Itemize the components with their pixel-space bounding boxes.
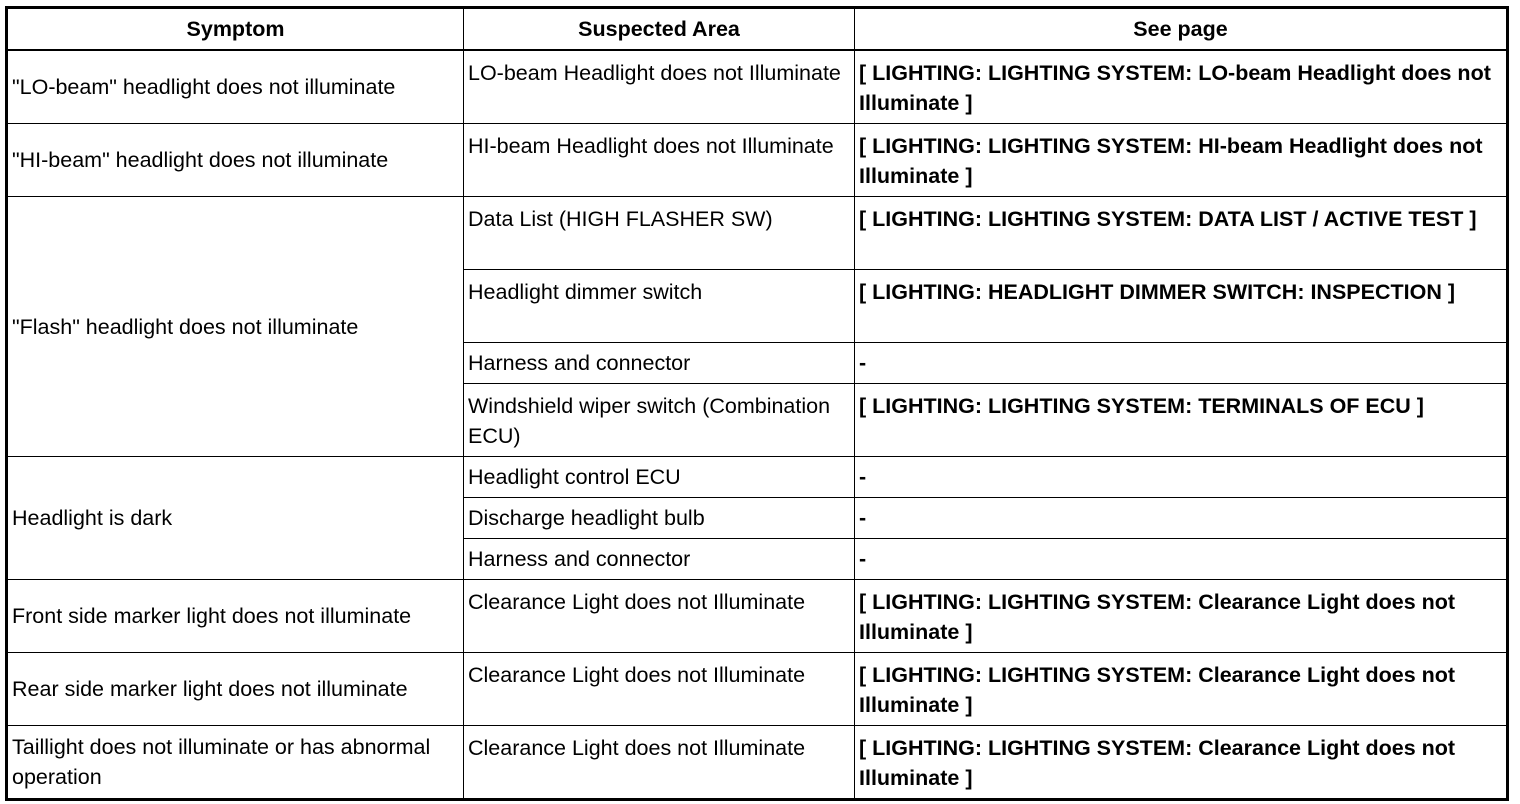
suspected-area-cell: Discharge headlight bulb	[464, 498, 855, 539]
table-row	[7, 50, 1508, 124]
suspected-area-cell: HI-beam Headlight does not Illuminate	[464, 124, 855, 197]
see-page-value: -	[855, 498, 1508, 539]
see-page-link[interactable]: [ LIGHTING: LIGHTING SYSTEM: HI-beam Headlight does not Illuminate ]	[855, 124, 1508, 197]
symptom-cell: "Flash" headlight does not illuminate	[7, 197, 464, 457]
table-row	[7, 124, 1508, 197]
see-page-link[interactable]: [ LIGHTING: LIGHTING SYSTEM: TERMINALS OF ECU ]	[855, 384, 1508, 457]
table-row	[7, 580, 1508, 653]
see-page-link[interactable]: [ LIGHTING: LIGHTING SYSTEM: DATA LIST / ACTIVE TEST ]	[855, 197, 1508, 270]
problem-symptoms-table	[5, 6, 1509, 801]
symptom-cell: Headlight is dark	[7, 457, 464, 580]
symptom-cell: "HI-beam" headlight does not illuminate	[7, 124, 464, 197]
symptom-cell: Front side marker light does not illuminate	[7, 580, 464, 653]
column-header-see-page: See page	[855, 8, 1508, 51]
table-header-row	[7, 8, 1508, 51]
suspected-area-cell: LO-beam Headlight does not Illuminate	[464, 50, 855, 124]
symptom-cell: Taillight does not illuminate or has abnormal operation	[7, 726, 464, 800]
table-row	[7, 197, 1508, 270]
problem-symptoms-table-container	[5, 6, 1509, 801]
suspected-area-cell: Harness and connector	[464, 539, 855, 580]
see-page-value: -	[855, 343, 1508, 384]
suspected-area-cell: Harness and connector	[464, 343, 855, 384]
table-row	[7, 653, 1508, 726]
suspected-area-cell: Headlight control ECU	[464, 457, 855, 498]
table-row	[7, 457, 1508, 498]
see-page-link[interactable]: [ LIGHTING: LIGHTING SYSTEM: Clearance Light does not Illuminate ]	[855, 653, 1508, 726]
symptom-cell: "LO-beam" headlight does not illuminate	[7, 50, 464, 124]
suspected-area-cell: Clearance Light does not Illuminate	[464, 580, 855, 653]
see-page-link[interactable]: [ LIGHTING: LIGHTING SYSTEM: Clearance Light does not Illuminate ]	[855, 580, 1508, 653]
suspected-area-cell: Headlight dimmer switch	[464, 270, 855, 343]
table-row	[7, 726, 1508, 800]
see-page-value: -	[855, 539, 1508, 580]
column-header-symptom: Symptom	[7, 8, 464, 51]
suspected-area-cell: Data List (HIGH FLASHER SW)	[464, 197, 855, 270]
see-page-link[interactable]: [ LIGHTING: HEADLIGHT DIMMER SWITCH: INSPECTION ]	[855, 270, 1508, 343]
symptom-cell: Rear side marker light does not illuminate	[7, 653, 464, 726]
suspected-area-cell: Clearance Light does not Illuminate	[464, 726, 855, 800]
suspected-area-cell: Windshield wiper switch (Combination ECU)	[464, 384, 855, 457]
suspected-area-cell: Clearance Light does not Illuminate	[464, 653, 855, 726]
see-page-link[interactable]: [ LIGHTING: LIGHTING SYSTEM: Clearance Light does not Illuminate ]	[855, 726, 1508, 800]
column-header-suspected-area: Suspected Area	[464, 8, 855, 51]
see-page-value: -	[855, 457, 1508, 498]
see-page-link[interactable]: [ LIGHTING: LIGHTING SYSTEM: LO-beam Headlight does not Illuminate ]	[855, 50, 1508, 124]
